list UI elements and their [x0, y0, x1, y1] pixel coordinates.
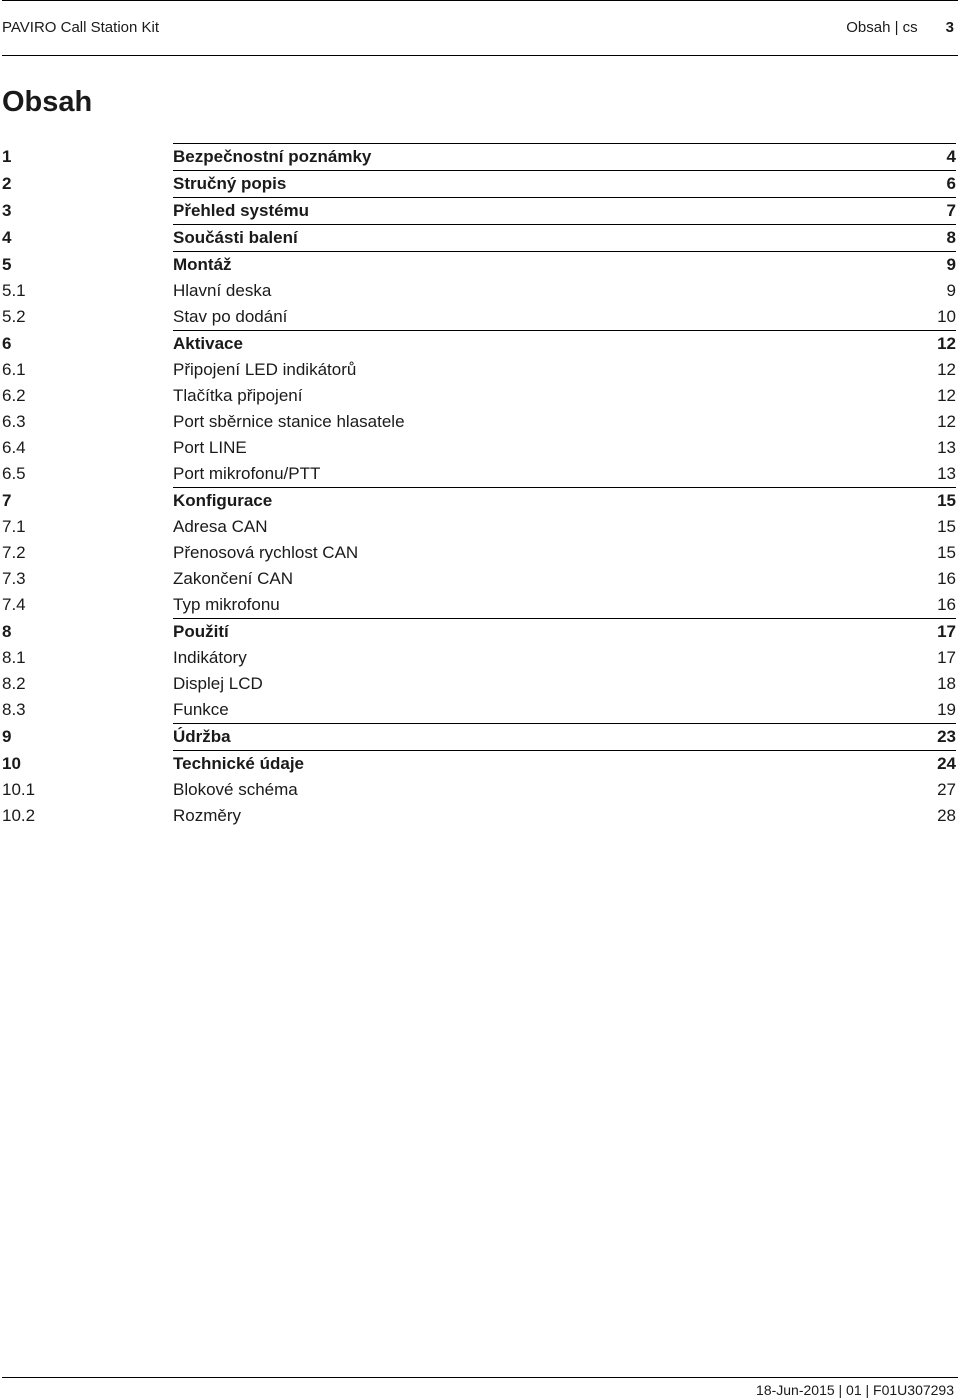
- toc-number: 10.1: [2, 780, 36, 799]
- toc-chapter-row[interactable]: [2, 487, 956, 514]
- toc-page-number: 28: [937, 806, 956, 825]
- toc-title[interactable]: Hlavní deska: [173, 281, 272, 300]
- toc-section-row[interactable]: [2, 461, 956, 487]
- toc-title[interactable]: Blokové schéma: [173, 780, 298, 799]
- toc-section-row[interactable]: [2, 409, 956, 435]
- toc-title[interactable]: Technické údaje: [173, 754, 305, 773]
- toc-page-number: 18: [937, 674, 956, 693]
- toc-number: 2: [2, 174, 12, 193]
- toc-chapter-row[interactable]: [2, 618, 956, 645]
- toc-number: 8: [2, 622, 12, 641]
- toc-chapter-row[interactable]: [2, 143, 956, 170]
- section-label: Obsah | cs: [846, 19, 918, 36]
- toc-title[interactable]: Konfigurace: [173, 491, 273, 510]
- toc-number: 5.2: [2, 307, 26, 326]
- toc-page-number: 9: [946, 281, 956, 300]
- toc-section-row[interactable]: [2, 645, 956, 671]
- toc-page-number: 10: [937, 307, 956, 326]
- toc-chapter-row[interactable]: [2, 330, 956, 357]
- toc-page-number: 9: [946, 255, 956, 274]
- toc-title[interactable]: Funkce: [173, 700, 229, 719]
- toc-title[interactable]: Zakončení CAN: [173, 569, 293, 588]
- toc-page-number: 15: [937, 517, 956, 536]
- toc-page-number: 27: [937, 780, 956, 799]
- toc-page-number: 8: [946, 228, 956, 247]
- toc-page-number: 16: [937, 595, 956, 614]
- toc-title[interactable]: Stručný popis: [173, 174, 287, 193]
- toc-chapter-row[interactable]: [2, 750, 956, 777]
- toc-title[interactable]: Adresa CAN: [173, 517, 268, 536]
- toc-title[interactable]: Bezpečnostní poznámky: [173, 147, 372, 166]
- toc-section-row[interactable]: [2, 357, 956, 383]
- toc-title[interactable]: Připojení LED indikátorů: [173, 360, 357, 379]
- toc-number: 7: [2, 491, 12, 510]
- toc-title[interactable]: Displej LCD: [173, 674, 263, 693]
- toc-section-row[interactable]: [2, 697, 956, 723]
- page-header: [2, 0, 958, 56]
- toc-page-number: 16: [937, 569, 956, 588]
- toc-section-row[interactable]: [2, 592, 956, 618]
- toc-title[interactable]: Stav po dodání: [173, 307, 288, 326]
- toc-chapter-row[interactable]: [2, 224, 956, 251]
- toc-title[interactable]: Přenosová rychlost CAN: [173, 543, 359, 562]
- toc-section-row[interactable]: [2, 777, 956, 803]
- toc-section-row[interactable]: [2, 514, 956, 540]
- toc-number: 6.4: [2, 438, 26, 457]
- header-right: [846, 19, 958, 36]
- toc-number: 1: [2, 147, 12, 166]
- toc-section-row[interactable]: [2, 304, 956, 330]
- toc-number: 8.3: [2, 700, 26, 719]
- toc-number: 7.4: [2, 595, 26, 614]
- toc-number: 6.2: [2, 386, 26, 405]
- page-footer: [2, 1377, 958, 1400]
- toc-page-number: 15: [937, 491, 956, 510]
- toc-title[interactable]: Součásti balení: [173, 228, 298, 247]
- toc-number: 5.1: [2, 281, 26, 300]
- toc-title[interactable]: Aktivace: [173, 334, 243, 353]
- toc-number: 6.1: [2, 360, 26, 379]
- toc-section-row[interactable]: [2, 540, 956, 566]
- toc-title[interactable]: Údržba: [173, 727, 231, 746]
- toc-page-number: 13: [937, 438, 956, 457]
- toc-page-number: 17: [937, 622, 956, 641]
- toc-number: 3: [2, 201, 12, 220]
- toc-page-number: 12: [937, 386, 956, 405]
- toc-page-number: 24: [937, 754, 956, 773]
- toc-page-number: 12: [937, 360, 956, 379]
- toc-page-number: 13: [937, 464, 956, 483]
- toc-chapter-row[interactable]: [2, 723, 956, 750]
- toc-page-number: 4: [946, 147, 956, 166]
- toc-number: 4: [2, 228, 12, 247]
- toc-page-number: 19: [937, 700, 956, 719]
- toc-number: 6.3: [2, 412, 26, 431]
- toc-number: 10: [2, 754, 21, 773]
- toc-number: 7.2: [2, 543, 26, 562]
- footer-info: 18-Jun-2015 | 01 | F01U307293: [756, 1382, 954, 1398]
- toc-section-row[interactable]: [2, 278, 956, 304]
- toc-number: 8.1: [2, 648, 26, 667]
- toc-number: 7.3: [2, 569, 26, 588]
- toc-title[interactable]: Tlačítka připojení: [173, 386, 303, 405]
- toc-title[interactable]: Použití: [173, 622, 229, 641]
- toc-page-number: 12: [937, 412, 956, 431]
- toc-title[interactable]: Rozměry: [173, 806, 242, 825]
- toc-number: 5: [2, 255, 12, 274]
- toc-number: 6: [2, 334, 12, 353]
- toc-page-number: 12: [937, 334, 956, 353]
- page-number: 3: [945, 19, 954, 36]
- toc-section-row[interactable]: [2, 671, 956, 697]
- toc-page-number: 17: [937, 648, 956, 667]
- toc-section-row[interactable]: [2, 383, 956, 409]
- toc-number: 7.1: [2, 517, 26, 536]
- toc-chapter-row[interactable]: [2, 251, 956, 278]
- document-title: PAVIRO Call Station Kit: [2, 19, 160, 36]
- toc-title[interactable]: Přehled systému: [173, 201, 310, 220]
- toc-title[interactable]: Montáž: [173, 255, 232, 274]
- toc-page-number: 6: [946, 174, 956, 193]
- toc-section-row[interactable]: [2, 566, 956, 592]
- toc-number: 9: [2, 727, 12, 746]
- toc-page-number: 15: [937, 543, 956, 562]
- toc-title[interactable]: Port sběrnice stanice hlasatele: [173, 412, 405, 431]
- toc-section-row[interactable]: [2, 803, 956, 829]
- toc-number: 10.2: [2, 806, 36, 825]
- toc-number: 8.2: [2, 674, 26, 693]
- toc-page-number: 23: [937, 727, 956, 746]
- toc-number: 6.5: [2, 464, 26, 483]
- toc-section-row[interactable]: [2, 435, 956, 461]
- toc-chapter-row[interactable]: [2, 170, 956, 197]
- toc-chapter-row[interactable]: [2, 197, 956, 224]
- toc-title[interactable]: Port mikrofonu/PTT: [173, 464, 321, 483]
- toc-title[interactable]: Typ mikrofonu: [173, 595, 280, 614]
- page-title: Obsah: [2, 86, 93, 118]
- toc-page-number: 7: [946, 201, 956, 220]
- toc-title[interactable]: Port LINE: [173, 438, 247, 457]
- table-of-contents: [2, 143, 956, 829]
- toc-title[interactable]: Indikátory: [173, 648, 247, 667]
